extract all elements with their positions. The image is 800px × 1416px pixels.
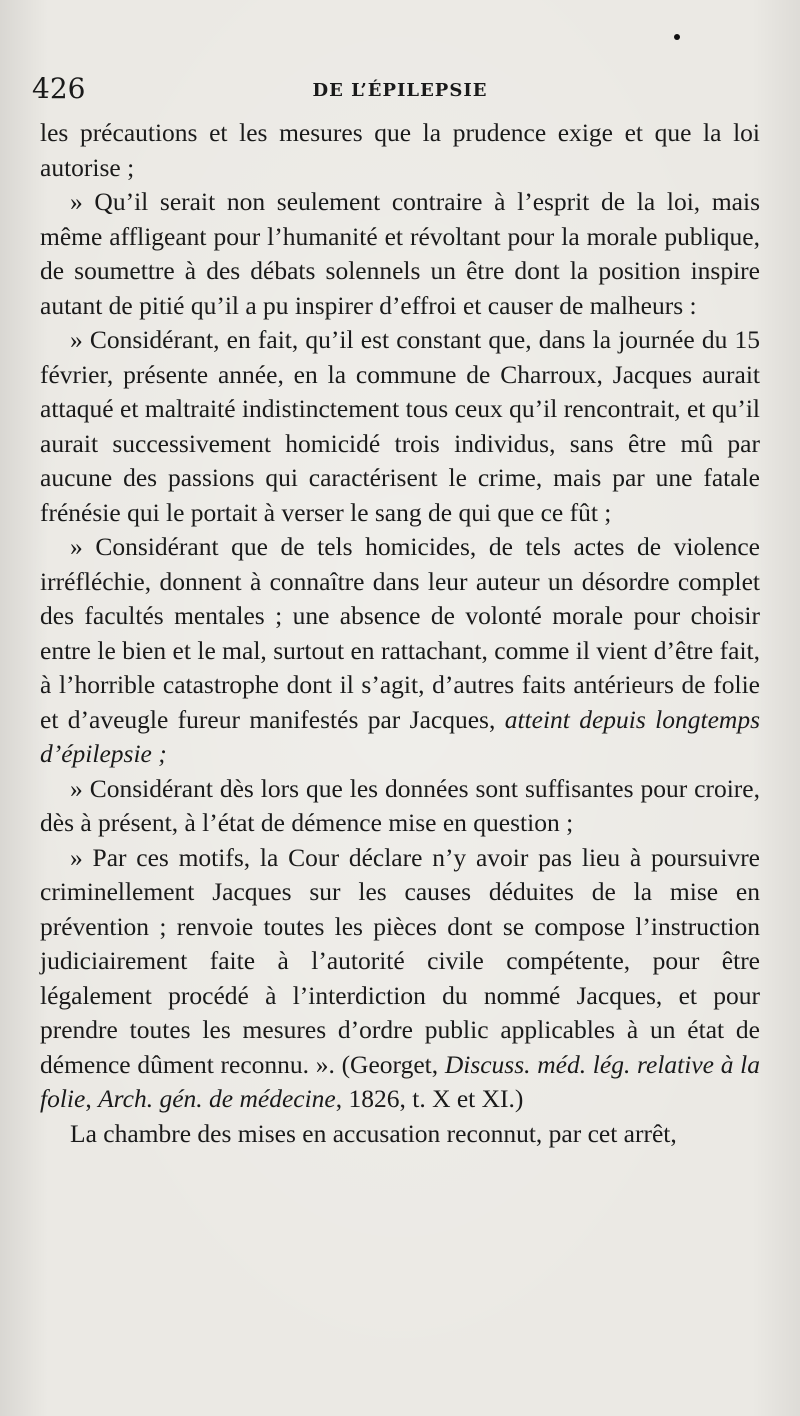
running-head: DE L’ÉPILEPSIE bbox=[312, 80, 488, 101]
body-text bbox=[40, 116, 760, 1151]
page-header bbox=[24, 72, 776, 112]
paragraph-7: La chambre des mises en accusation reconnut, par cet arrêt, bbox=[70, 1118, 677, 1148]
paragraph-6-text: » Par ces motifs, la Cour déclare n’y avoir pas lieu à poursuivre criminellement Jacques sur les causes déduites de la mise en prévention ; renvoie toutes les pièces dont se compose l’instruction judiciairement faite à l’autorité civile compétente, pour être légalement procédé à l’interdiction du nommé Jacques, et pour prendre toutes les mesures d’ordre public applicables à un état de démence dûment reconnu. ». (Georget, bbox=[40, 842, 760, 1079]
ink-dot bbox=[674, 34, 680, 40]
paragraph-3: » Considérant, en fait, qu’il est constant que, dans la journée du 15 février, présente année, en la commune de Charroux, Jacques aurait attaqué et maltraité indistinctement tous ceux qu’il rencontrait, et qu’il aurait successivement homicidé trois individus, sans être mû par aucune des passions qui caractérisent le crime, mais par une fatale frénésie qui le portait à verser le sang de qui que ce fût ; bbox=[40, 325, 760, 527]
citation-title: Discuss. méd. lég. relative à la folie bbox=[40, 1049, 760, 1113]
paragraph-4-italic: atteint depuis longtemps d’épilepsie ; bbox=[40, 704, 760, 768]
citation-separator: , bbox=[85, 1084, 99, 1113]
paragraph-2: » Qu’il serait non seulement contraire à l’esprit de la loi, mais même affligeant pour l’humanité et révoltant pour la morale publique, de soumettre à des débats solennels un être dont la position inspire autant de pitié qu’il a pu inspirer d’effroi et causer de malheurs : bbox=[40, 187, 760, 320]
page-number: 426 bbox=[32, 72, 86, 105]
paragraph-6 bbox=[40, 841, 760, 1117]
paragraph-1: les précautions et les mesures que la prudence exige et que la loi autorise ; bbox=[40, 118, 760, 182]
paragraph-4 bbox=[40, 530, 760, 772]
paragraph-4-text: » Considérant que de tels homicides, de tels actes de violence irréfléchie, donnent à connaître dans leur auteur un désordre complet des facultés mentales ; une absence de volonté morale pour choisir entre le bien et le mal, surtout en rattachant, comme il vient d’être fait, à l’horrible catastrophe dont il s’agit, d’autres faits antérieurs de folie et d’aveugle fureur manifestés par Jacques, bbox=[40, 532, 760, 734]
citation-tail: , 1826, t. X et XI.) bbox=[335, 1084, 524, 1113]
citation-journal: Arch. gén. de médecine bbox=[98, 1084, 336, 1113]
paragraph-5: » Considérant dès lors que les données sont suffisantes pour croire, dès à présent, à l’état de démence mise en question ; bbox=[40, 773, 760, 837]
